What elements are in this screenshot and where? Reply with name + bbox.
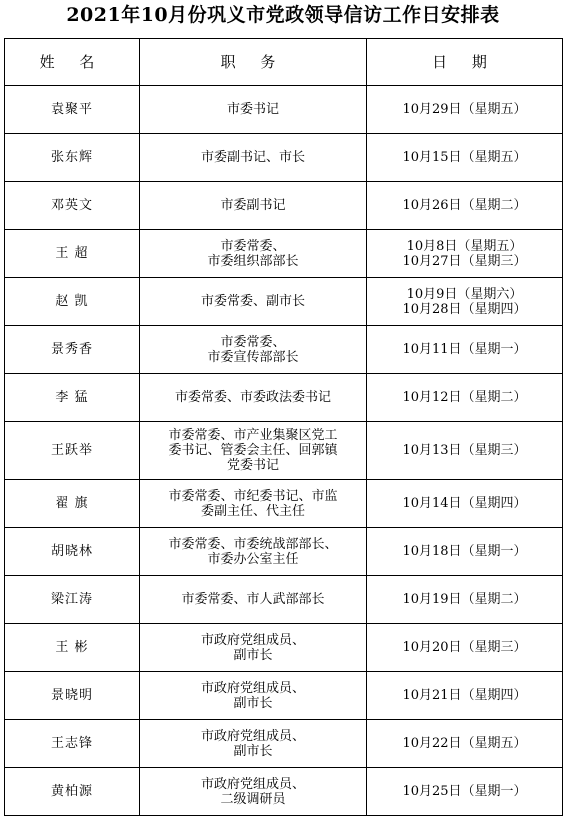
table-row — [5, 672, 563, 720]
date-line: 10月26日（星期二） — [402, 198, 527, 213]
official-name: 赵 凯 — [5, 278, 140, 326]
official-position — [140, 230, 367, 278]
date-line: 10月11日（星期一） — [402, 342, 527, 357]
date-line: 10月22日（星期五） — [402, 736, 527, 751]
position-line: 市委宣传部部长 — [207, 349, 299, 365]
official-position — [140, 624, 367, 672]
official-position — [140, 134, 367, 182]
official-name: 翟 旗 — [5, 480, 140, 528]
position-line: 市委常委、 — [220, 334, 286, 350]
official-name: 李 猛 — [5, 374, 140, 422]
position-line: 二级调研员 — [220, 791, 286, 807]
reception-date — [367, 86, 563, 134]
reception-date — [367, 672, 563, 720]
official-name: 胡晓林 — [5, 528, 140, 576]
official-name: 邓英文 — [5, 182, 140, 230]
official-name: 黄柏源 — [5, 768, 140, 816]
official-name: 王 彬 — [5, 624, 140, 672]
official-name: 王志锋 — [5, 720, 140, 768]
position-line: 党委书记 — [226, 458, 279, 473]
reception-date — [367, 576, 563, 624]
official-position — [140, 182, 367, 230]
position-line: 市委常委、市纪委书记、市监 — [168, 488, 338, 504]
reception-date — [367, 624, 563, 672]
position-line: 市委常委、市产业集聚区党工 — [168, 428, 338, 443]
date-line: 10月27日（星期三） — [402, 253, 527, 269]
position-line: 市委常委、市人武部部长 — [181, 592, 325, 607]
official-position — [140, 86, 367, 134]
table-row — [5, 134, 563, 182]
official-position — [140, 480, 367, 528]
table-row — [5, 480, 563, 528]
schedule-table — [4, 38, 563, 816]
position-line: 市委常委、 — [220, 238, 286, 254]
table-row — [5, 230, 563, 278]
reception-date — [367, 278, 563, 326]
official-position — [140, 374, 367, 422]
official-position — [140, 422, 367, 480]
date-line: 10月25日（星期一） — [402, 784, 527, 799]
table-row — [5, 326, 563, 374]
official-position — [140, 768, 367, 816]
position-line: 副市长 — [233, 695, 273, 711]
date-line: 10月20日（星期三） — [402, 640, 527, 655]
reception-date — [367, 422, 563, 480]
official-position — [140, 528, 367, 576]
table-row — [5, 720, 563, 768]
date-line: 10月8日（星期五） — [406, 238, 523, 254]
date-line: 10月29日（星期五） — [402, 102, 527, 117]
header-name: 姓 名 — [5, 39, 140, 86]
official-position — [140, 576, 367, 624]
official-position — [140, 278, 367, 326]
table-body — [5, 86, 563, 816]
official-name: 袁聚平 — [5, 86, 140, 134]
position-line: 市政府党组成员、 — [200, 632, 305, 648]
date-line: 10月12日（星期二） — [402, 390, 527, 405]
table-row — [5, 86, 563, 134]
date-line: 10月21日（星期四） — [402, 688, 527, 703]
date-line: 10月19日（星期二） — [402, 592, 527, 607]
position-line: 市委常委、市委统战部部长、 — [168, 536, 338, 552]
header-date: 日 期 — [367, 39, 563, 86]
reception-date — [367, 134, 563, 182]
date-line: 10月28日（星期四） — [402, 301, 527, 317]
date-line: 10月13日（星期三） — [402, 443, 527, 458]
position-line: 市委书记 — [226, 102, 279, 117]
position-line: 委副主任、代主任 — [200, 503, 305, 519]
position-line: 市政府党组成员、 — [200, 728, 305, 744]
official-name: 王 超 — [5, 230, 140, 278]
date-line: 10月18日（星期一） — [402, 544, 527, 559]
table-row — [5, 278, 563, 326]
official-position — [140, 326, 367, 374]
reception-date — [367, 720, 563, 768]
official-name: 张东辉 — [5, 134, 140, 182]
position-line: 市委办公室主任 — [207, 551, 299, 567]
table-header-row — [5, 39, 563, 86]
official-name: 王跃举 — [5, 422, 140, 480]
position-line: 市委副书记 — [220, 198, 286, 213]
position-line: 副市长 — [233, 743, 273, 759]
official-name: 景秀香 — [5, 326, 140, 374]
table-row — [5, 528, 563, 576]
position-line: 委书记、管委会主任、回郭镇 — [168, 443, 338, 458]
reception-date — [367, 374, 563, 422]
reception-date — [367, 528, 563, 576]
reception-date — [367, 480, 563, 528]
table-row — [5, 182, 563, 230]
table-row — [5, 576, 563, 624]
official-position — [140, 672, 367, 720]
reception-date — [367, 768, 563, 816]
position-line: 市委常委、市委政法委书记 — [174, 390, 331, 405]
position-line: 市政府党组成员、 — [200, 776, 305, 792]
reception-date — [367, 326, 563, 374]
table-row — [5, 624, 563, 672]
date-line: 10月15日（星期五） — [402, 150, 527, 165]
reception-date — [367, 230, 563, 278]
table-row — [5, 374, 563, 422]
official-name: 梁江涛 — [5, 576, 140, 624]
date-line: 10月9日（星期六） — [406, 286, 523, 302]
header-position: 职 务 — [140, 39, 367, 86]
table-row — [5, 422, 563, 480]
date-line: 10月14日（星期四） — [402, 496, 527, 511]
reception-date — [367, 182, 563, 230]
position-line: 市委副书记、市长 — [200, 150, 305, 165]
position-line: 副市长 — [233, 647, 273, 663]
official-name: 景晓明 — [5, 672, 140, 720]
position-line: 市委常委、副市长 — [200, 294, 305, 309]
position-line: 市政府党组成员、 — [200, 680, 305, 696]
position-line: 市委组织部部长 — [207, 253, 299, 269]
table-row — [5, 768, 563, 816]
official-position — [140, 720, 367, 768]
page-title: 2021年10月份巩义市党政领导信访工作日安排表 — [66, 4, 500, 26]
